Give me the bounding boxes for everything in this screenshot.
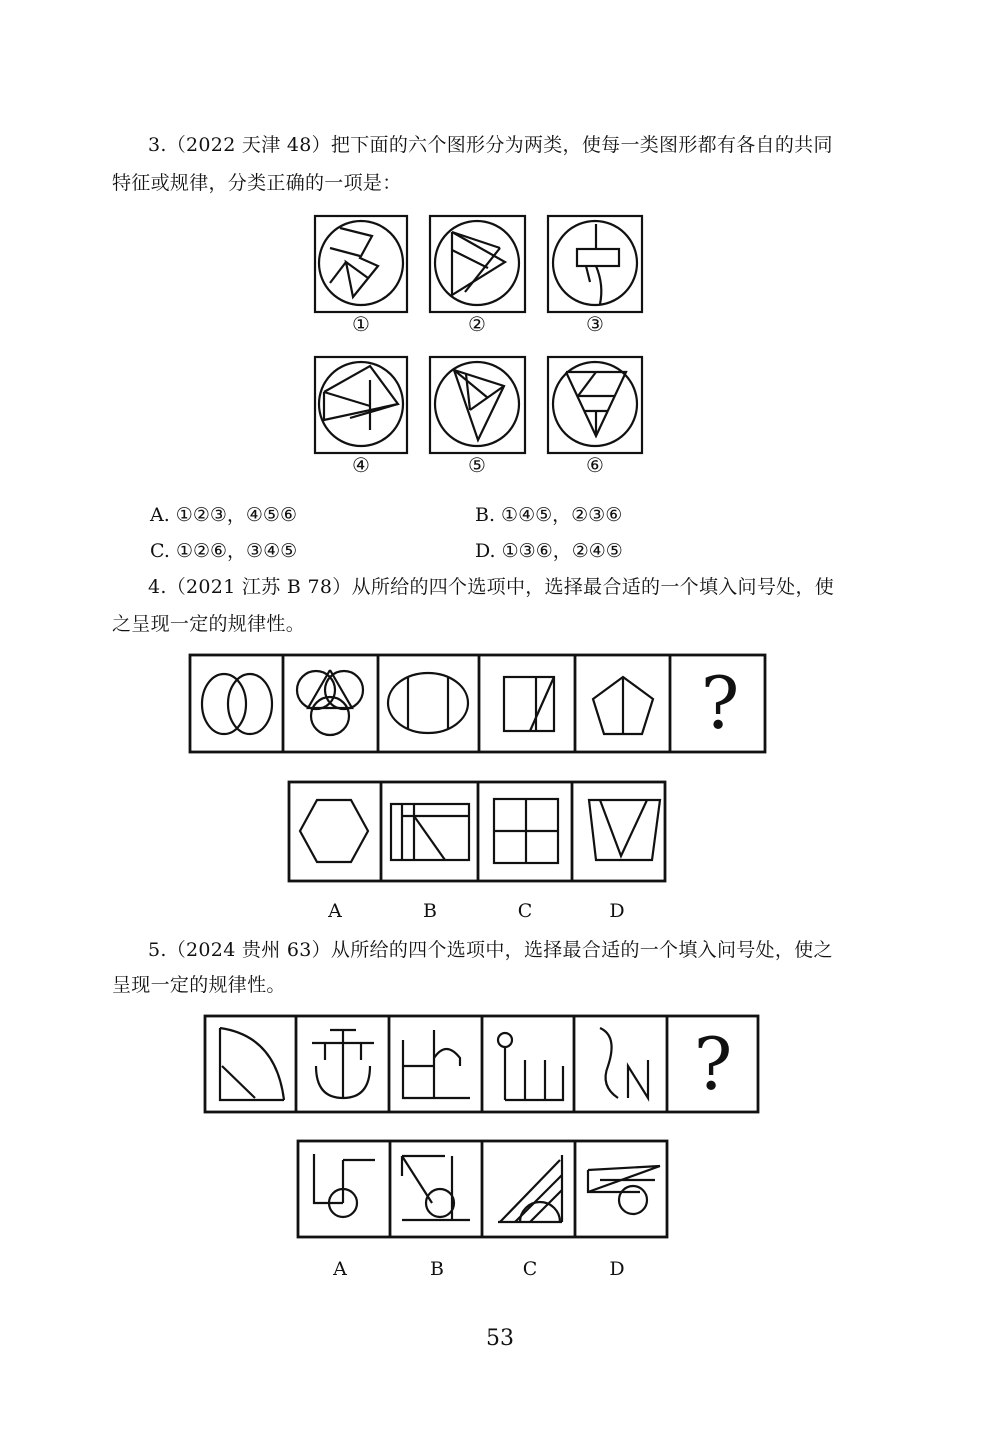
q4-letter-c: C: [517, 900, 533, 922]
q3-option-c[interactable]: C. ①②⑥，③④⑤: [150, 540, 298, 562]
q3-option-d[interactable]: D. ①③⑥，②④⑤: [475, 540, 623, 562]
q5-stem-line2: 呈现一定的规律性。: [112, 974, 286, 996]
q4-letter-a: A: [328, 900, 342, 922]
q5-question-mark: ?: [693, 1022, 733, 1106]
q4-question-mark: ?: [700, 661, 740, 745]
q5-option-b-figure[interactable]: [402, 1156, 470, 1220]
q5-option-c-figure[interactable]: [498, 1155, 562, 1222]
q4-stem-line1: 4.（2021 江苏 B 78）从所给的四个选项中，选择最合适的一个填入问号处，使: [148, 576, 835, 598]
q3-label-3: ③: [586, 312, 604, 336]
q5-letter-b: B: [430, 1258, 444, 1280]
q5-option-a-figure[interactable]: [314, 1154, 375, 1217]
q5-letter-a: A: [333, 1258, 347, 1280]
page-number: 53: [486, 1326, 514, 1351]
q3-stem-line1: 3.（2022 天津 48）把下面的六个图形分为两类，使每一类图形都有各自的共同: [148, 134, 833, 156]
q3-option-b[interactable]: B. ①④⑤，②③⑥: [475, 504, 623, 526]
q5-letter-d: D: [609, 1258, 625, 1280]
q3-label-6: ⑥: [586, 453, 604, 477]
q4-stem-line2: 之呈现一定的规律性。: [112, 613, 306, 635]
q3-stem-line2: 特征或规律，分类正确的一项是：: [112, 172, 402, 194]
q5-letter-c: C: [522, 1258, 538, 1280]
q5-stem-line1: 5.（2024 贵州 63）从所给的四个选项中，选择最合适的一个填入问号处，使之: [148, 939, 833, 961]
q4-letter-b: B: [423, 900, 437, 922]
q3-label-2: ②: [468, 312, 486, 336]
q3-label-1: ①: [352, 312, 370, 336]
q4-letter-d: D: [609, 900, 625, 922]
q3-option-a[interactable]: A. ①②③，④⑤⑥: [150, 504, 297, 526]
q3-label-5: ⑤: [468, 453, 486, 477]
q3-label-4: ④: [352, 453, 370, 477]
q5-option-d-figure[interactable]: [588, 1166, 660, 1214]
